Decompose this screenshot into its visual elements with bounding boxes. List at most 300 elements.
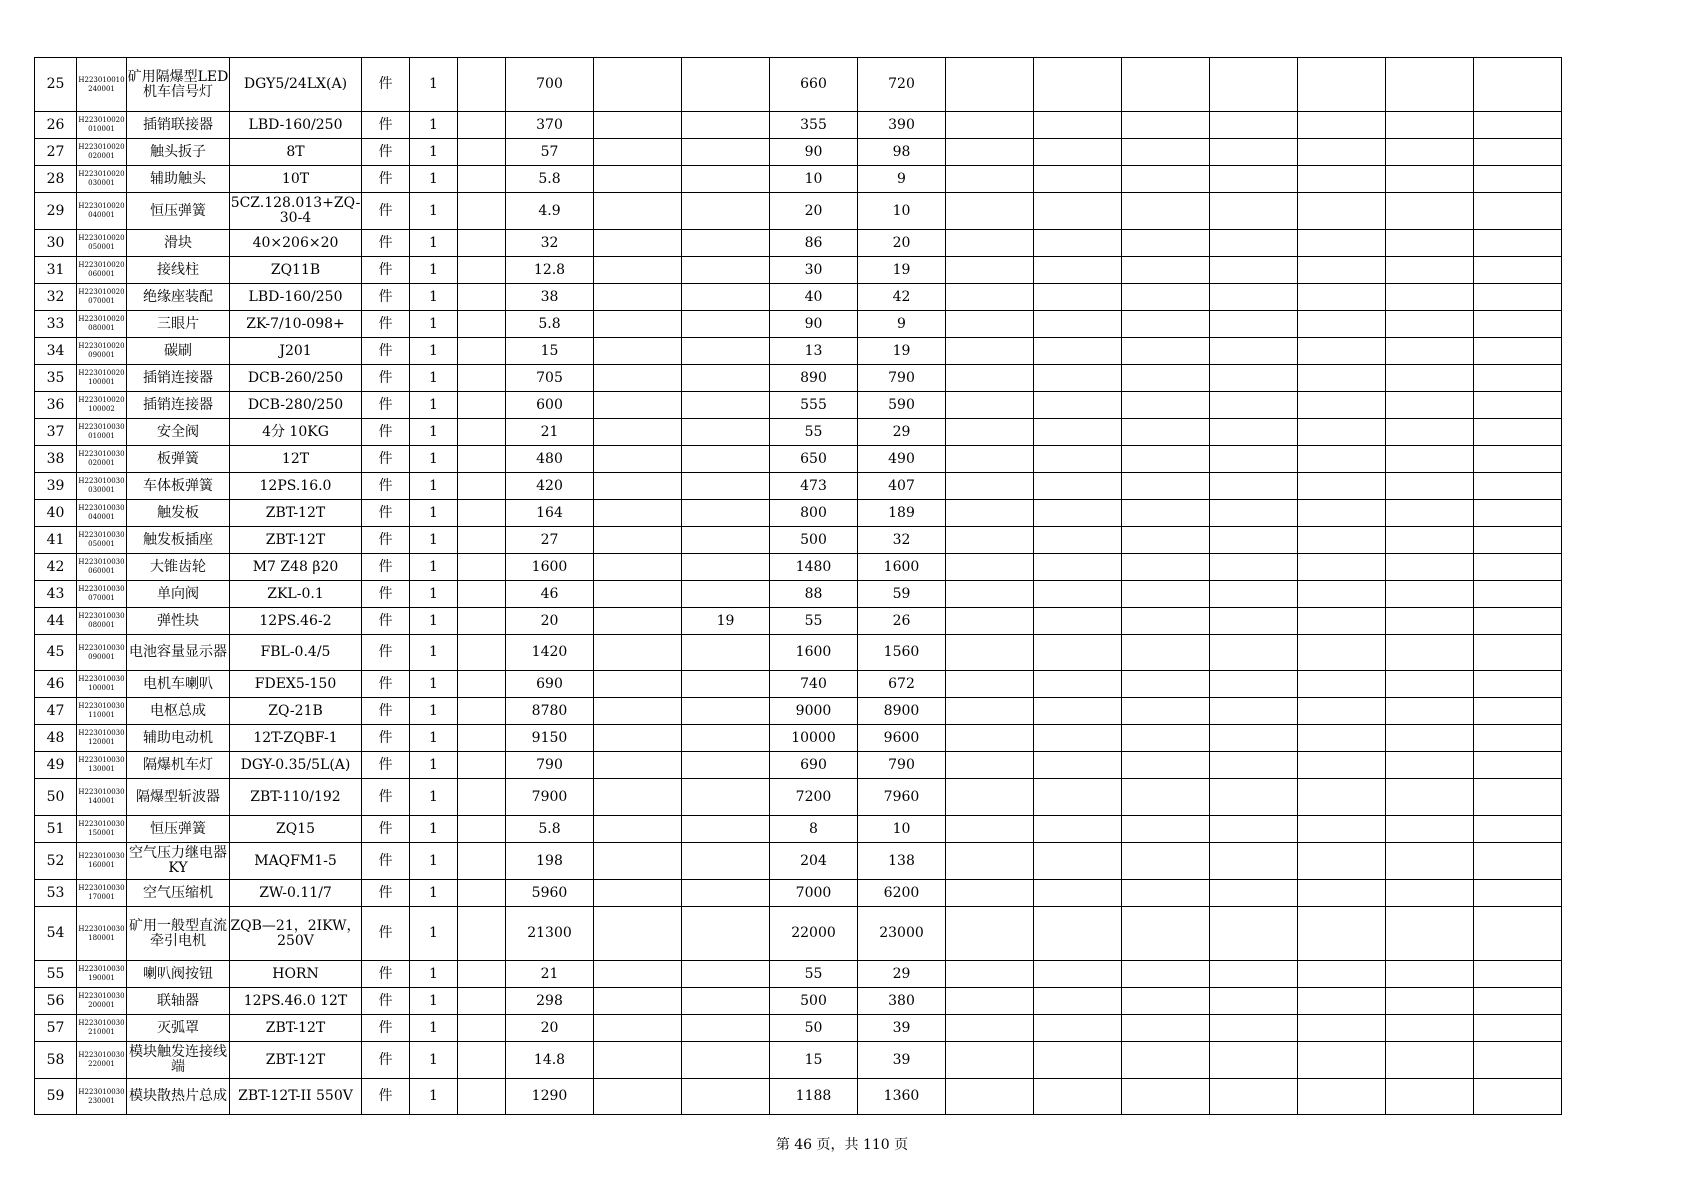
price-cell <box>594 338 682 365</box>
empty-cell <box>946 500 1034 527</box>
price-cell: 480 <box>506 446 594 473</box>
empty-cell <box>1386 816 1474 843</box>
empty-cell <box>458 635 506 671</box>
price-cell: 490 <box>858 446 946 473</box>
price-cell: 690 <box>770 752 858 779</box>
price-cell: 12.8 <box>506 257 594 284</box>
empty-cell <box>1474 843 1562 880</box>
price-cell: 204 <box>770 843 858 880</box>
empty-cell <box>1474 257 1562 284</box>
material-code-cell: H223010030230001 <box>77 1079 127 1115</box>
empty-cell <box>1210 1079 1298 1115</box>
unit-cell: 件 <box>362 230 410 257</box>
row-number-cell: 58 <box>35 1042 77 1079</box>
empty-cell <box>458 816 506 843</box>
empty-cell <box>1474 554 1562 581</box>
price-cell: 21 <box>506 961 594 988</box>
empty-cell <box>1298 988 1386 1015</box>
empty-cell <box>1122 671 1210 698</box>
unit-cell: 件 <box>362 608 410 635</box>
empty-cell <box>1298 725 1386 752</box>
empty-cell <box>1474 635 1562 671</box>
unit-cell: 件 <box>362 58 410 112</box>
price-cell <box>682 635 770 671</box>
row-number-cell: 44 <box>35 608 77 635</box>
empty-cell <box>458 230 506 257</box>
empty-cell <box>1298 816 1386 843</box>
empty-cell <box>1122 1042 1210 1079</box>
spec-model-cell: ZK-7/10-098+ <box>230 311 362 338</box>
empty-cell <box>1386 257 1474 284</box>
price-cell: 370 <box>506 112 594 139</box>
empty-cell <box>1474 907 1562 961</box>
empty-cell <box>1474 446 1562 473</box>
price-cell <box>682 988 770 1015</box>
empty-cell <box>1386 1079 1474 1115</box>
item-name-cell: 恒压弹簧 <box>127 193 230 230</box>
price-cell <box>682 581 770 608</box>
price-cell: 30 <box>770 257 858 284</box>
spec-model-cell: ZBT-12T <box>230 527 362 554</box>
item-name-cell: 辅助触头 <box>127 166 230 193</box>
empty-cell <box>1298 961 1386 988</box>
empty-cell <box>1298 1015 1386 1042</box>
table-row <box>35 166 1562 193</box>
empty-cell <box>458 554 506 581</box>
price-cell <box>594 446 682 473</box>
empty-cell <box>1298 527 1386 554</box>
empty-cell <box>1474 365 1562 392</box>
material-code-cell: H223010030030001 <box>77 473 127 500</box>
empty-cell <box>458 419 506 446</box>
spec-model-cell: LBD-160/250 <box>230 112 362 139</box>
price-cell: 10000 <box>770 725 858 752</box>
spec-model-cell: DGY5/24LX(A) <box>230 58 362 112</box>
material-code-cell: H223010020090001 <box>77 338 127 365</box>
empty-cell <box>1298 635 1386 671</box>
price-cell <box>682 961 770 988</box>
empty-cell <box>458 1015 506 1042</box>
quantity-cell: 1 <box>410 988 458 1015</box>
empty-cell <box>1122 500 1210 527</box>
quantity-cell: 1 <box>410 58 458 112</box>
empty-cell <box>1210 1015 1298 1042</box>
row-number-cell: 51 <box>35 816 77 843</box>
empty-cell <box>1474 166 1562 193</box>
material-code-cell: H223010020080001 <box>77 311 127 338</box>
empty-cell <box>1210 112 1298 139</box>
material-code-cell: H223010020050001 <box>77 230 127 257</box>
empty-cell <box>1034 554 1122 581</box>
price-cell <box>594 365 682 392</box>
quantity-cell: 1 <box>410 193 458 230</box>
empty-cell <box>1210 907 1298 961</box>
unit-cell: 件 <box>362 473 410 500</box>
empty-cell <box>946 112 1034 139</box>
empty-cell <box>1122 446 1210 473</box>
empty-cell <box>1298 1042 1386 1079</box>
empty-cell <box>458 338 506 365</box>
price-cell <box>682 671 770 698</box>
empty-cell <box>1122 419 1210 446</box>
material-code-cell: H223010030070001 <box>77 581 127 608</box>
spec-model-cell: ZQ15 <box>230 816 362 843</box>
price-cell: 660 <box>770 58 858 112</box>
table-row <box>35 608 1562 635</box>
empty-cell <box>1474 671 1562 698</box>
empty-cell <box>1386 671 1474 698</box>
price-cell: 355 <box>770 112 858 139</box>
unit-cell: 件 <box>362 139 410 166</box>
empty-cell <box>458 112 506 139</box>
item-name-cell: 电机车喇叭 <box>127 671 230 698</box>
price-cell: 38 <box>506 284 594 311</box>
price-cell: 380 <box>858 988 946 1015</box>
price-cell: 7000 <box>770 880 858 907</box>
price-cell: 20 <box>506 608 594 635</box>
material-code-cell: H223010030170001 <box>77 880 127 907</box>
item-name-cell: 辅助电动机 <box>127 725 230 752</box>
price-cell <box>594 725 682 752</box>
item-name-cell: 三眼片 <box>127 311 230 338</box>
quantity-cell: 1 <box>410 752 458 779</box>
quantity-cell: 1 <box>410 635 458 671</box>
empty-cell <box>1122 473 1210 500</box>
empty-cell <box>1386 193 1474 230</box>
material-code-cell: H223010030080001 <box>77 608 127 635</box>
price-cell: 890 <box>770 365 858 392</box>
price-cell <box>594 392 682 419</box>
empty-cell <box>458 1042 506 1079</box>
price-cell <box>594 500 682 527</box>
item-name-cell: 联轴器 <box>127 988 230 1015</box>
empty-cell <box>1034 961 1122 988</box>
empty-cell <box>1474 1079 1562 1115</box>
empty-cell <box>458 284 506 311</box>
empty-cell <box>1210 880 1298 907</box>
empty-cell <box>1122 608 1210 635</box>
price-cell <box>594 581 682 608</box>
empty-cell <box>1122 961 1210 988</box>
empty-cell <box>946 554 1034 581</box>
quantity-cell: 1 <box>410 338 458 365</box>
price-cell <box>682 725 770 752</box>
spec-model-cell: 4分 10KG <box>230 419 362 446</box>
table-row <box>35 635 1562 671</box>
quantity-cell: 1 <box>410 880 458 907</box>
empty-cell <box>1386 284 1474 311</box>
price-cell <box>594 527 682 554</box>
item-name-cell: 弹性块 <box>127 608 230 635</box>
price-cell: 32 <box>858 527 946 554</box>
table-row <box>35 338 1562 365</box>
price-cell: 420 <box>506 473 594 500</box>
table-row <box>35 139 1562 166</box>
quantity-cell: 1 <box>410 698 458 725</box>
empty-cell <box>1386 527 1474 554</box>
empty-cell <box>946 527 1034 554</box>
empty-cell <box>1386 907 1474 961</box>
empty-cell <box>458 1079 506 1115</box>
empty-cell <box>1210 816 1298 843</box>
price-cell <box>594 230 682 257</box>
item-name-cell: 接线柱 <box>127 257 230 284</box>
row-number-cell: 52 <box>35 843 77 880</box>
empty-cell <box>1122 1079 1210 1115</box>
empty-cell <box>1122 230 1210 257</box>
empty-cell <box>458 779 506 816</box>
price-cell: 55 <box>770 608 858 635</box>
spec-model-cell: ZBT-12T <box>230 500 362 527</box>
empty-cell <box>946 338 1034 365</box>
table-body <box>35 58 1562 1115</box>
empty-cell <box>1034 907 1122 961</box>
empty-cell <box>458 365 506 392</box>
row-number-cell: 37 <box>35 419 77 446</box>
row-number-cell: 42 <box>35 554 77 581</box>
unit-cell: 件 <box>362 961 410 988</box>
price-cell: 5.8 <box>506 311 594 338</box>
price-cell: 500 <box>770 527 858 554</box>
unit-cell: 件 <box>362 581 410 608</box>
empty-cell <box>946 635 1034 671</box>
unit-cell: 件 <box>362 166 410 193</box>
material-code-cell: H223010030160001 <box>77 843 127 880</box>
price-cell: 29 <box>858 961 946 988</box>
empty-cell <box>946 193 1034 230</box>
row-number-cell: 54 <box>35 907 77 961</box>
empty-cell <box>1122 880 1210 907</box>
quantity-cell: 1 <box>410 554 458 581</box>
empty-cell <box>1298 365 1386 392</box>
empty-cell <box>1474 1042 1562 1079</box>
price-cell: 14.8 <box>506 1042 594 1079</box>
price-cell: 10 <box>858 193 946 230</box>
empty-cell <box>946 698 1034 725</box>
empty-cell <box>1034 880 1122 907</box>
price-cell: 42 <box>858 284 946 311</box>
table-row <box>35 988 1562 1015</box>
price-cell <box>594 311 682 338</box>
empty-cell <box>1474 698 1562 725</box>
table-row <box>35 58 1562 112</box>
empty-cell <box>1034 752 1122 779</box>
empty-cell <box>1210 392 1298 419</box>
unit-cell: 件 <box>362 284 410 311</box>
empty-cell <box>1474 311 1562 338</box>
empty-cell <box>1474 988 1562 1015</box>
price-cell <box>594 139 682 166</box>
table-row <box>35 1015 1562 1042</box>
empty-cell <box>1474 608 1562 635</box>
table-row <box>35 311 1562 338</box>
material-code-cell: H223010020070001 <box>77 284 127 311</box>
empty-cell <box>1474 1015 1562 1042</box>
empty-cell <box>1122 139 1210 166</box>
empty-cell <box>1034 257 1122 284</box>
empty-cell <box>458 527 506 554</box>
item-name-cell: 喇叭阀按钮 <box>127 961 230 988</box>
empty-cell <box>1034 446 1122 473</box>
row-number-cell: 25 <box>35 58 77 112</box>
empty-cell <box>1034 419 1122 446</box>
price-cell <box>594 698 682 725</box>
empty-cell <box>1210 698 1298 725</box>
item-name-cell: 触发板插座 <box>127 527 230 554</box>
spec-model-cell: ZQ11B <box>230 257 362 284</box>
price-cell: 298 <box>506 988 594 1015</box>
price-cell: 19 <box>682 608 770 635</box>
price-cell <box>682 58 770 112</box>
material-code-cell: H223010030110001 <box>77 698 127 725</box>
empty-cell <box>1210 338 1298 365</box>
empty-cell <box>1386 112 1474 139</box>
quantity-cell: 1 <box>410 230 458 257</box>
empty-cell <box>1386 419 1474 446</box>
unit-cell: 件 <box>362 112 410 139</box>
row-number-cell: 50 <box>35 779 77 816</box>
empty-cell <box>946 581 1034 608</box>
empty-cell <box>1210 139 1298 166</box>
table-row <box>35 581 1562 608</box>
price-cell <box>682 527 770 554</box>
price-cell: 8 <box>770 816 858 843</box>
quantity-cell: 1 <box>410 816 458 843</box>
empty-cell <box>458 581 506 608</box>
quantity-cell: 1 <box>410 257 458 284</box>
empty-cell <box>458 752 506 779</box>
quantity-cell: 1 <box>410 392 458 419</box>
unit-cell: 件 <box>362 419 410 446</box>
empty-cell <box>946 230 1034 257</box>
row-number-cell: 49 <box>35 752 77 779</box>
empty-cell <box>1122 1015 1210 1042</box>
empty-cell <box>1034 193 1122 230</box>
material-code-cell: H223010030210001 <box>77 1015 127 1042</box>
empty-cell <box>1386 581 1474 608</box>
price-cell: 22000 <box>770 907 858 961</box>
item-name-cell: 碳刷 <box>127 338 230 365</box>
item-name-cell: 恒压弹簧 <box>127 816 230 843</box>
quantity-cell: 1 <box>410 843 458 880</box>
empty-cell <box>458 166 506 193</box>
price-cell <box>594 608 682 635</box>
price-cell <box>594 779 682 816</box>
price-cell: 690 <box>506 671 594 698</box>
price-cell: 5.8 <box>506 816 594 843</box>
price-cell <box>594 1015 682 1042</box>
table-row <box>35 843 1562 880</box>
empty-cell <box>458 257 506 284</box>
empty-cell <box>1386 230 1474 257</box>
quantity-cell: 1 <box>410 961 458 988</box>
empty-cell <box>1034 1079 1122 1115</box>
table-row <box>35 193 1562 230</box>
empty-cell <box>1298 311 1386 338</box>
table-row <box>35 527 1562 554</box>
row-number-cell: 39 <box>35 473 77 500</box>
empty-cell <box>1122 365 1210 392</box>
empty-cell <box>1122 554 1210 581</box>
unit-cell: 件 <box>362 779 410 816</box>
price-cell <box>594 554 682 581</box>
quantity-cell: 1 <box>410 1015 458 1042</box>
price-cell: 50 <box>770 1015 858 1042</box>
price-cell: 15 <box>506 338 594 365</box>
material-code-cell: H223010020100002 <box>77 392 127 419</box>
empty-cell <box>1034 392 1122 419</box>
item-name-cell: 空气压缩机 <box>127 880 230 907</box>
price-cell <box>594 843 682 880</box>
price-cell <box>682 779 770 816</box>
quantity-cell: 1 <box>410 581 458 608</box>
empty-cell <box>1122 193 1210 230</box>
empty-cell <box>1298 392 1386 419</box>
item-name-cell: 模块触发连接线端 <box>127 1042 230 1079</box>
price-cell: 19 <box>858 257 946 284</box>
spec-model-cell: ZBT-12T-II 550V <box>230 1079 362 1115</box>
price-cell: 1290 <box>506 1079 594 1115</box>
quantity-cell: 1 <box>410 608 458 635</box>
material-code-cell: H223010030150001 <box>77 816 127 843</box>
empty-cell <box>1298 284 1386 311</box>
empty-cell <box>946 907 1034 961</box>
empty-cell <box>1298 843 1386 880</box>
price-cell: 1420 <box>506 635 594 671</box>
row-number-cell: 36 <box>35 392 77 419</box>
empty-cell <box>458 907 506 961</box>
empty-cell <box>946 988 1034 1015</box>
price-cell: 740 <box>770 671 858 698</box>
empty-cell <box>458 139 506 166</box>
empty-cell <box>946 257 1034 284</box>
price-cell: 55 <box>770 419 858 446</box>
empty-cell <box>1210 193 1298 230</box>
empty-cell <box>1034 581 1122 608</box>
unit-cell: 件 <box>362 500 410 527</box>
empty-cell <box>1210 554 1298 581</box>
spec-model-cell: 12T <box>230 446 362 473</box>
item-name-cell: 板弹簧 <box>127 446 230 473</box>
quantity-cell: 1 <box>410 112 458 139</box>
empty-cell <box>1386 961 1474 988</box>
empty-cell <box>1034 311 1122 338</box>
row-number-cell: 29 <box>35 193 77 230</box>
price-cell: 40 <box>770 284 858 311</box>
item-name-cell: 大锥齿轮 <box>127 554 230 581</box>
price-cell <box>682 1079 770 1115</box>
empty-cell <box>1474 419 1562 446</box>
empty-cell <box>1386 311 1474 338</box>
empty-cell <box>1386 988 1474 1015</box>
price-cell: 7960 <box>858 779 946 816</box>
empty-cell <box>1298 193 1386 230</box>
price-cell: 4.9 <box>506 193 594 230</box>
empty-cell <box>1386 608 1474 635</box>
row-number-cell: 34 <box>35 338 77 365</box>
empty-cell <box>1298 671 1386 698</box>
row-number-cell: 53 <box>35 880 77 907</box>
empty-cell <box>1474 58 1562 112</box>
price-cell: 55 <box>770 961 858 988</box>
empty-cell <box>1386 752 1474 779</box>
price-cell: 26 <box>858 608 946 635</box>
price-cell: 1480 <box>770 554 858 581</box>
price-cell: 1188 <box>770 1079 858 1115</box>
price-cell: 1600 <box>858 554 946 581</box>
material-code-cell: H223010030050001 <box>77 527 127 554</box>
price-cell: 672 <box>858 671 946 698</box>
